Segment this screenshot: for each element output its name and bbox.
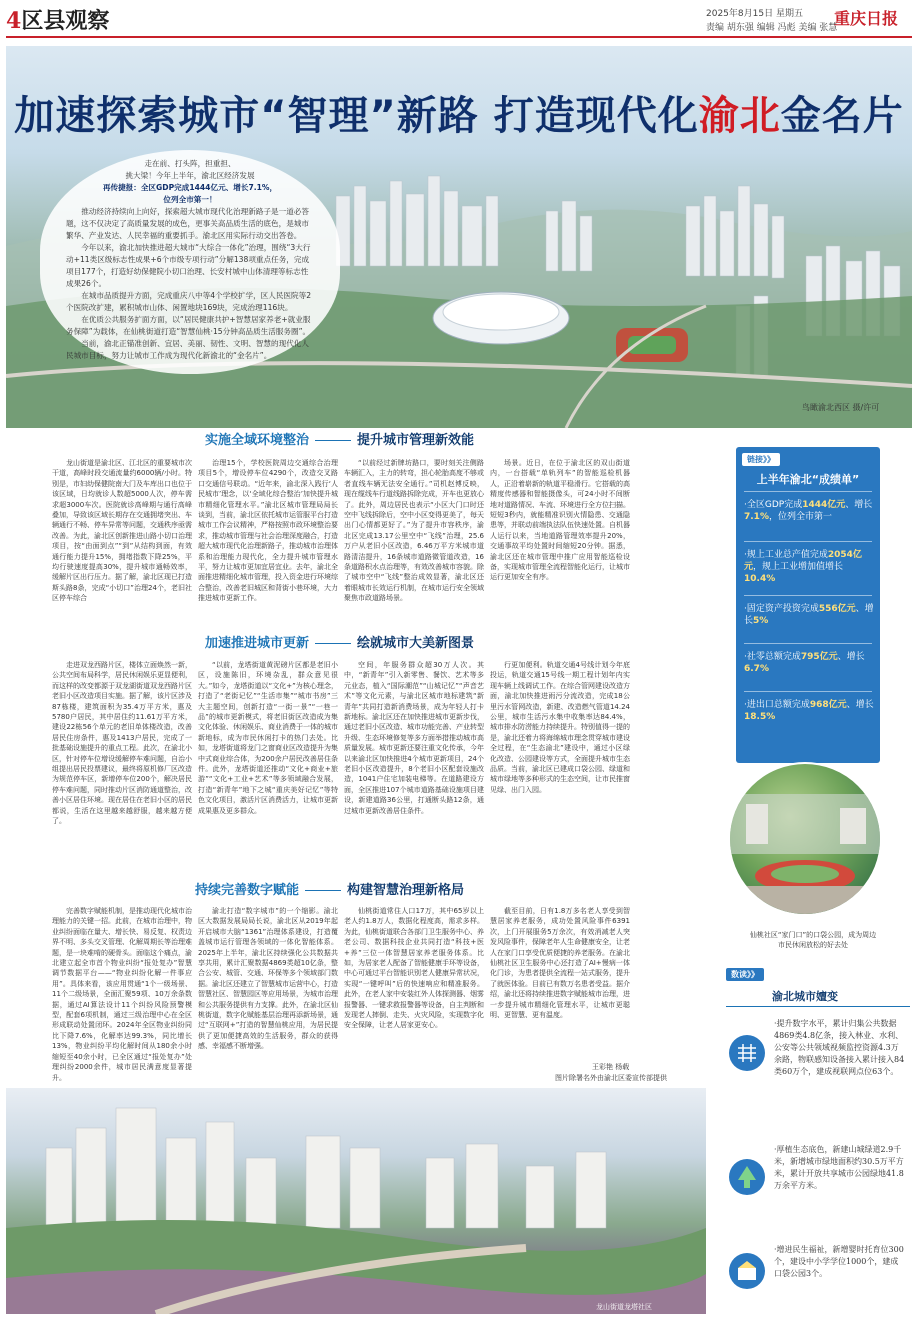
paragraph: 仙桃街道常住人口17万，其中65岁以上老人约1.8万人，数据化程度高，需求多样。为此，仙桃街道联合各部门卫生服务中心、养老公司、数据科技企业共同打造“科技+医+养”三位一体智慧居家养老服务体系。比如，为居家老人配备了智能健康手环等设备，中心可通过平台智能识别老人健康异常状况，实现“一键呼叫”后的快速响应和精准服务。此外，在老人家中安装红外人体探测器、烟雾报警器、一键求救报警器等设备，自主判断和发现老人摔倒、走失、火灾风险，实现数字化安全保障，让老人居家更安心。 bbox=[344, 907, 484, 1030]
item-label: ·固定资产投资完成 bbox=[744, 604, 819, 614]
item-label: ，规上工业增加值增长 bbox=[753, 562, 844, 572]
data-item: ·提升数字水平，累计归集公共数据4869类4.8亿条，接入林业、水利、公安等公共领域视频监控资源4.3万余路，物联感知设备接入累计接入84类60万个，建成视联网点位63个。 bbox=[774, 1019, 905, 1076]
sidebar-item bbox=[744, 549, 874, 585]
intro-line: 再传捷报：全区GDP完成1444亿元、增长7.1%， bbox=[102, 183, 278, 192]
sidebar-divider bbox=[744, 643, 872, 644]
section-kicker: 加速推进城市更新 bbox=[205, 636, 310, 651]
paragraph: 截至目前，日有1.8万多名老人享受到智慧居家养老服务，成功处置风险事件6391次，上门开展服务5万余次，有效消减老人突发风险事件，保障老年人生命健康安全，让老人在家门口享受优质便捷的养老服务。在渝北仙桃社区卫生服务中心还打造了AI+慢病一体化门诊，为患者提供全流程一站式服务，提升了就医体验。目前已有数万名患者受益。据介绍，渝北还将持续推进数字赋能城市治理，进一步提升城市精细化管理水平，让城市更聪明、更智慧、更有温度。 bbox=[490, 907, 630, 1020]
intro-line: 位列全市第一！ bbox=[163, 195, 217, 204]
data-panel bbox=[718, 968, 914, 1314]
article-column bbox=[52, 660, 192, 872]
item-value: 1444亿元 bbox=[802, 500, 846, 510]
item-value: 795亿元 bbox=[800, 652, 838, 662]
item-value: 10.4% bbox=[744, 574, 776, 584]
data-divider bbox=[726, 1006, 910, 1007]
headline-part2: 金名片 bbox=[780, 93, 904, 139]
headline bbox=[6, 84, 912, 141]
paper-logo: 重庆日报 bbox=[834, 9, 899, 28]
item-value: 5% bbox=[753, 616, 769, 626]
green-tree-icon bbox=[728, 1158, 766, 1196]
item-label: ，位列全市第一 bbox=[768, 512, 832, 522]
digital-grid-icon bbox=[728, 1034, 766, 1072]
paragraph: 渝北打造“数字城市”的一个缩影。渝北区大数据发展局局长说，渝北区从2019年起开启城市大脑“1361”治理体系建设，打造覆盖城市运行管理各领域的一体化智能体系。2025年上半年，渝北区持续强化公共数据共享共用，累计汇聚数据4869类超10亿条，整合公安、城管、交通、环保等多个领域部门数据。渝北区还建立了智慧城市运营中心，打造智慧社区、智慧园区等应用场景，为城市治理和公共服务提供有力支撑。此外，在渝北区仙桃街道，数字化赋能基层治理再添新场景，通过“互联网+”打造的智慧仙桃应用，为居民提供了更加便捷高效的生活服务，群众的获得感、幸福感不断增强。 bbox=[198, 907, 338, 1051]
data-title: 渝北城市嬗变 bbox=[772, 990, 838, 1003]
heading-divider bbox=[315, 440, 351, 441]
sidebar-title: 上半年渝北“成绩单” bbox=[756, 473, 860, 486]
intro-paragraph: 在城市品质提升方面，完成重庆八中等4个学校扩学，区人民医院等2个医院改扩建，累积城市山体、闲置地块169块，完成治理116块。 bbox=[66, 291, 312, 312]
section-kicker: 持续完善数字赋能 bbox=[195, 883, 300, 898]
article-column bbox=[198, 458, 338, 622]
item-label: 、增长 bbox=[846, 700, 874, 710]
sidebar-divider bbox=[744, 491, 872, 492]
item-value: 2054亿元 bbox=[744, 550, 862, 572]
article-column bbox=[198, 660, 338, 872]
intro-paragraph: 今年以来，渝北加快推进超大城市“大综合一体化”治理，围绕“3大行动+11类区级标志性成果+6个市级专项行动”分解138项重点任务，完成项目177个，打造好幼保健院小切口治理、长安村城中山体清理等标志性成果26个。 bbox=[66, 243, 311, 288]
sidebar-divider bbox=[744, 541, 872, 542]
data-item: ·增进民生福祉，新增婴时托育位300个，建设中小学学位1000个，建成口袋公园3个。 bbox=[774, 1245, 904, 1278]
paragraph: “以前，龙塔街道黄泥磅片区都是老旧小区，设施陈旧，环境杂乱，群众意见很大。”如今，龙塔街道以“文化+”为核心理念，打造了“老街记忆”“生活市集”“城市书房”三大主题空间，创新打造“一街一景”“一巷一品”的城市更新模式，将老旧街区改造成为集文化体验、休闲娱乐、商业消费于一体的城市新地标，成为市民休闲打卡的热门去处。比如，龙塔街道将龙门之窗商业区改造提升为集中式商业综合体，为200余户居民改善居住条件。此外，龙塔街道还推动“文化+商业+旅游”“文化+工业+艺术”等多领域融合发展，打造“新青年”地下之城“重庆美好记忆”等特色文化项目，激活片区消费活力，让城市更新成果惠及更多群众。 bbox=[198, 661, 338, 815]
bottom-photo-caption: 龙山街道龙塔社区 bbox=[596, 1303, 652, 1311]
article-column bbox=[490, 660, 630, 872]
intro-paragraph: 当前，渝北正锚准创新、宜居、美丽、韧性、文明、智慧的现代化人民城市目标，努力让城市工作成为现代化新渝北的“金名片”。 bbox=[66, 339, 309, 360]
heading-divider bbox=[305, 890, 341, 891]
article-column bbox=[52, 906, 192, 1082]
item-label: ·规上工业总产值完成 bbox=[744, 550, 828, 560]
pocket-park-photo bbox=[728, 762, 882, 916]
sidebar-divider bbox=[744, 595, 872, 596]
paragraph: 龙山街道是渝北区、江北区的重要城市次干道，高峰时段交通流量约6000辆/小时。特别是，市妇幼保健院南大门及车库出口也位于该区域，日均就诊人数超5000人次，停车需求超3000车次。医院就诊高峰期与通行高峰叠加，导致该区域长期存在交通拥堵突出、车辆通行不畅、停车异常等问题，交通秩序亟需改善。为此，渝北区创新推进山路小切口治理项目，按“由面到点”“到”从结构到面，有效通行能力提升15%，拥堵指数下降25%，平均行驶速度提高30%，提升城市通畅效率，缓解片区出行压力。据了解，渝北区现已打造斯头路8条，完成“小切口”治理24个，老旧社区停车综合 bbox=[52, 459, 192, 603]
item-value: 18.5% bbox=[744, 712, 776, 722]
page-number bbox=[6, 4, 109, 35]
item-label: 、增长 bbox=[845, 500, 873, 510]
section-name: 区县观察 bbox=[21, 8, 110, 34]
intro-bubble bbox=[40, 150, 340, 374]
hero-caption: 鸟瞰渝北西区 摄/许可 bbox=[802, 403, 880, 412]
headline-part1: 加速探索城市“智理”新路 打造现代化 bbox=[14, 93, 699, 139]
page-number-digit: 4 bbox=[6, 8, 22, 34]
bottom-photo bbox=[6, 1088, 706, 1314]
photo-credit: 图片除署名外由渝北区委宣传部提供 bbox=[555, 1074, 667, 1082]
article-column bbox=[52, 458, 192, 622]
section-kicker: 实施全域环境整治 bbox=[205, 433, 310, 448]
item-value: 556亿元 bbox=[818, 604, 856, 614]
paragraph: 治理15个，学校医院周边交通综合治理项目5个，增设停车位4290个，改造交叉路口交通信号联动。“近年来，渝北深入践行‘人民城市’理念，以‘全域化综合整治’加快提升城市精细化管理水平。”渝北区城市管理局局长谈到，当前，渝北区依托城市运管服平台打造城市工作会议精神，严格按照市政环境整治要求，推动城市管理与社会治理深度融合，打造超大城市现代化治理新路子，推动城市治理体系和治理能力现代化，全力提升城市管理水平，努力让城市更加宜居宜业。去年，渝北全面推进精细化城市管理，投入资金进行环境综合整治，改善老旧城区和背街小巷环境，大力推进城市更新工作。 bbox=[198, 459, 338, 603]
section-heading-1 bbox=[205, 432, 474, 450]
district-street-illustration bbox=[6, 1088, 706, 1314]
issue-date: 2025年8月15日 星期五 bbox=[706, 9, 803, 19]
article-column bbox=[344, 660, 484, 872]
paragraph: “以前经过新牌坊路口，要时刻关注侧路车辆汇入，主力的转弯，担心轮胎高度不够或者直线车辆无法安全通行。”司机赵博反映，现在缆线车行道线路拆除完成，开车也更放心了。此外，周边居民也表示“小区大门口时还空中飞线拆除后，空中小区变得更美了，每天出门心情都更好了。”为了提升市容秩序，渝北区完成13.17公里空中“飞线”治理，25.6万户从老旧小区改造，6.46万平方米城市道路清洁提升，16条城市道路微管道改造，16条道路积水点治理等，有效改善城市容貌。除了城市空中“飞线”整治成效显著，渝北区还着眼城市长效运行机制，在城市运行安全领域聚焦市政道路场景。 bbox=[344, 459, 484, 603]
playground-icon bbox=[728, 1252, 766, 1290]
sidebar-tag: 链接》》 bbox=[742, 453, 780, 466]
item-label: ·进出口总额完成 bbox=[744, 700, 810, 710]
article-column bbox=[198, 906, 338, 1082]
sidebar-item bbox=[744, 699, 874, 723]
item-value: 7.1% bbox=[744, 512, 769, 522]
section-title: 提升城市管理新效能 bbox=[357, 433, 475, 448]
sidebar-item bbox=[744, 603, 874, 627]
data-item: ·厚植生态底色，新建山城绿道2.9千米，新增城市绿地面积约30.5万平方米，累计开放共享城市公园绿地41.8万余平方米。 bbox=[774, 1145, 904, 1190]
article-column bbox=[490, 458, 630, 622]
intro-paragraph: 推动经济持续向上向好，探索超大城市现代化治理新路子是一道必答题，这不仅决定了高质量发展的成色，更事关高品质生活的底色，是城市繁华、产业发达、人民幸福的重要抓手。渝北区用实际行动交出答卷。 bbox=[66, 207, 309, 240]
item-label: 、增长 bbox=[744, 604, 874, 626]
section-title: 构建智慧治理新格局 bbox=[347, 883, 465, 898]
park-illustration bbox=[730, 764, 880, 914]
intro-paragraph: 在优质公共服务扩面方面，以“居民健康共护+智慧居家养老+就业服务保障”为载体，在仙桃街道打造“智慧仙桃·15分钟高品质生活服务圈”。 bbox=[66, 315, 311, 336]
intro-line: 挑大梁！今年上半年，渝北区经济发展 bbox=[125, 171, 255, 180]
paragraph: 走进双龙西路片区，楼体立面焕然一新，公共空间布局科学，居民休闲娱乐更显便利，而这样的改变都源于双龙湖街道双龙西路片区老旧小区改造项目实施。据了解，该片区涉及87栋楼，建筑面积为35.4万平方米，惠及5780户居民，其中居住约11.61万平方米，建设22栋56个单元的老旧单体楼改造，改善居民住房条件，惠及1413户居民，完成了一批基础设施提升的重点工程。此次，在渝北小区，针对停车位增设缓解停车难问题，自治小组提出居民投票建议，最终将原机修厂区改造为规范停车区，新增停车位200个，解决居民停车难问题，同时推动片区消防通道整治，改善小区居住环境。现在居住在老旧小区的居民都说，生活在这里越来越舒服，越来越方便了。 bbox=[52, 661, 192, 826]
results-sidebar bbox=[736, 447, 880, 763]
sidebar-item bbox=[744, 651, 874, 675]
paragraph: 行更加便利。轨道交通4号线计划今年底投运，轨道交通15号线一期工程计划年内实现车辆上线调试工作。在综合管网建设改造方面，渝北加快推进雨污分流改造，完成18公里污水管网改造，新建、改造燃气管道14.24公里，城市生活污水集中收集率达84.4%，城市排水防涝能力持续提升。特别值得一提的是，渝北还着力将海绵城市理念贯穿城市建设全过程，在“生态渝北”建设中，通过小区绿化改造、公园建设等方式，全面提升城市生态品质。当前，渝北区已建成口袋公园、绿道和城市绿地等多种形式的生态空间，让市民推窗见绿、出门入园。 bbox=[490, 661, 630, 794]
sidebar-item bbox=[744, 499, 874, 523]
data-tag: 数读》》 bbox=[726, 968, 764, 981]
masthead bbox=[0, 0, 918, 40]
author-byline: 王彩艳 杨载 bbox=[592, 1063, 630, 1071]
article-column bbox=[344, 458, 484, 622]
headline-highlight: 渝北 bbox=[698, 93, 781, 139]
item-label: ·社零总额完成 bbox=[744, 652, 801, 662]
circle-photo-caption: 仙桃社区“家门口”的口袋公园，成为周边市民休闲放松的好去处 bbox=[749, 931, 877, 949]
item-label: ·全区GDP完成 bbox=[744, 500, 803, 510]
heading-divider bbox=[315, 643, 351, 644]
article-column bbox=[344, 906, 484, 1082]
sidebar-divider bbox=[744, 691, 872, 692]
intro-line: 走在前、打头阵，担重担、 bbox=[144, 159, 236, 168]
section-heading-2 bbox=[205, 635, 474, 653]
article-column bbox=[490, 906, 630, 1056]
section-title: 绘就城市大美新图景 bbox=[357, 636, 475, 651]
paragraph: 完善数字赋能机制，是推动现代化城市治理能力的关键一招。此前，在城市治理中，物业纠纷面临在量大、增长快、易反复、权责边界不明、多头交叉管理、化解周期长等治理难题，是一块难啃的硬骨头。面临这个痛点，渝北建立起全市首个物业纠纷“报处复办”智慧调节数据平台——“物业纠纷化解一件事应用”。具体来看，该应用贯通“1个一级场景、11个二级场景，全面汇聚59项、10万余条数据，通过AI算法设计11个纠纷风险预警模型，配套6项机制，通过三级治理中心在全区形成联动处置闭环。2024年全区物业纠纷同比下降7.6%，化解率达99.3%，同比增长13%，物业纠纷平均化解时间从180余小时缩短至40余小时，已全区通过“报处复办”处理纠纷2000余件，城市居民满意度显著提升。 bbox=[52, 907, 192, 1082]
section-heading-3 bbox=[195, 882, 464, 900]
item-value: 6.7% bbox=[744, 664, 769, 674]
paragraph: 场景。近日，在位于渝北区的双山街道内，一台搭载“单轨列车”的智能巡检机器人，正沿着崭新的轨道平稳滑行。它搭载的高精度传感器和智能摄像头，可24小时不间断地对道路情况、车流、环境进行全方位扫描。短短3秒内，就能精准识别火情隐患、交通隐患等，并联动前端执法队伍快速处置。自机器人运行以来，当地道路管理效率提升20%，交通事故平均处置时间缩短20分钟。据悉，渝北区还在城市管理中推广应用智能巡检设备，实现城市管理全流程智能化运行，让城市运行更加安全有序。 bbox=[490, 459, 630, 582]
editor-credits: 责编 胡东强 编辑 冯彪 美编 张慧 bbox=[706, 23, 838, 33]
item-label: 、增长 bbox=[837, 652, 865, 662]
item-value: 968亿元 bbox=[809, 700, 847, 710]
paragraph: 空间，年服务群众超30万人次。其中，“新青年”引入新零售、餐饮、艺术等多元业态，植入“国际潮范”“山城记忆”“声音艺术”等文化元素，与渝北区城市地标建筑“新青年”共同打造新消费场景，成为年轻人打卡新地标。渝北区还在加快推进城市更新步伐，通过老旧小区改造、城市功能完善、产业转型升级、生态环境修复等多方面举措推动城市高质量发展。城市更新还要注重文化传承，今年以来渝北区加快推进4个城市更新项目，24个老旧小区改造提升，8个老旧小区配套设施改造，1041户住宅加装电梯等。在道路建设方面，全区推进107个城市道路基础设施项目建设，新建道路36公里，打通断头路12条，通过城市更新改善居住条件。 bbox=[344, 661, 484, 815]
masthead-rule bbox=[6, 36, 912, 38]
